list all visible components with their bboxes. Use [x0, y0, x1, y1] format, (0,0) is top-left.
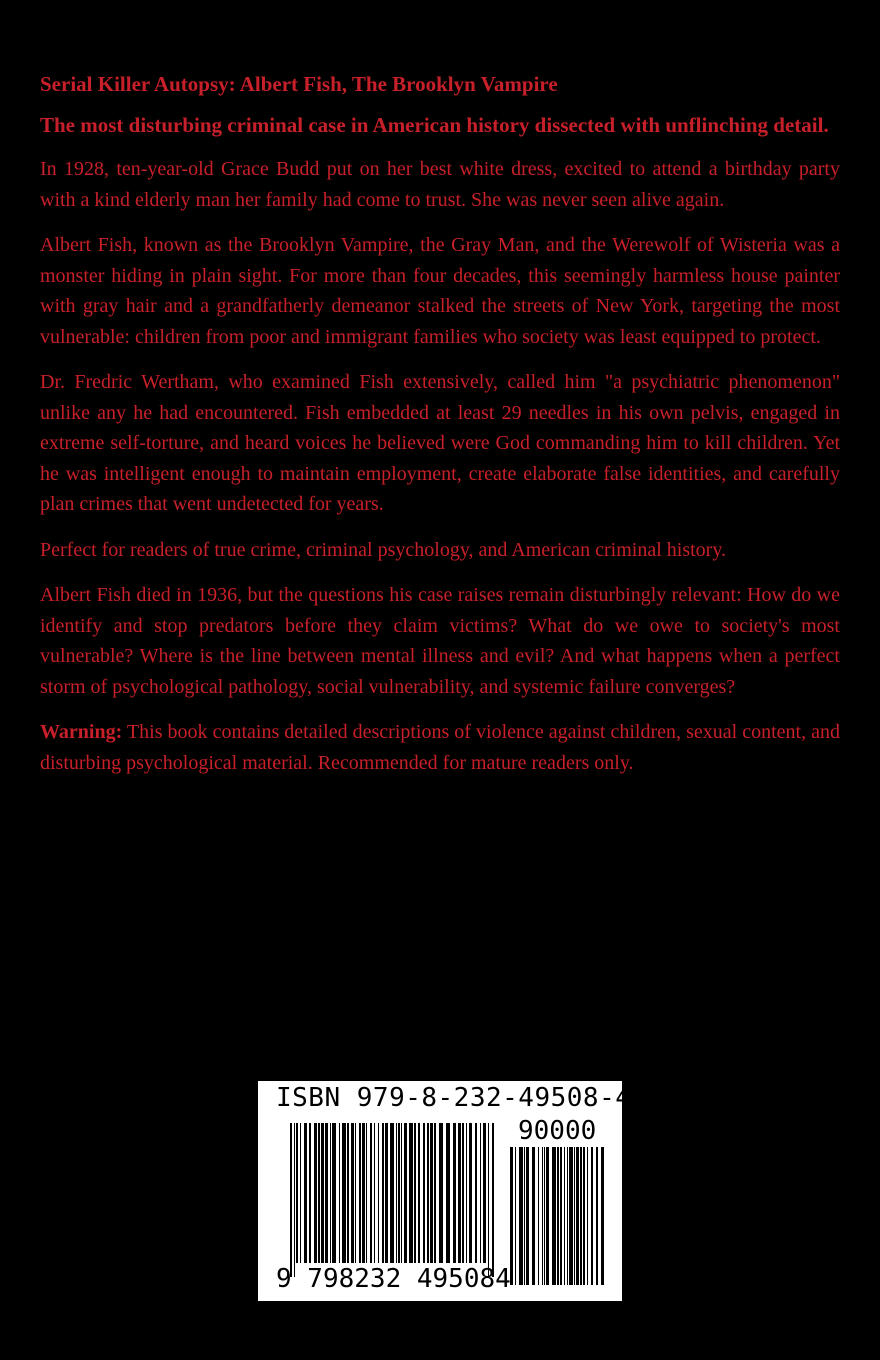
isbn-number: ISBN 979-8-232-49508-4	[276, 1083, 632, 1113]
barcode-bar	[515, 1147, 516, 1285]
barcode-bar	[469, 1123, 472, 1263]
barcode-bar	[418, 1123, 420, 1263]
barcode-bar	[409, 1123, 413, 1263]
barcode-bar	[544, 1147, 545, 1285]
barcode-bar	[574, 1147, 575, 1285]
price-addon: 90000	[518, 1116, 597, 1146]
barcode-bar	[396, 1123, 397, 1263]
barcode-bar	[475, 1123, 477, 1263]
barcode-bar	[532, 1147, 535, 1285]
barcode-bar	[596, 1147, 598, 1285]
barcode-bar	[398, 1123, 400, 1263]
paragraph-questions: Albert Fish died in 1936, but the questions his case raises remain disturbingly relevant: How do we identify and stop predators before they claim victims? What do we owe to society's most vulnerable? Where is the line between mental illness and evil? And what happens when a perfect storm of psychological pathology, social vulnerability, and systemic failure converges?	[40, 584, 840, 698]
barcode-bar	[401, 1123, 402, 1263]
paragraph-albert-fish: Albert Fish, known as the Brooklyn Vampire, the Gray Man, and the Werewolf of Wisteria was a monster hiding in plain sight. For more than four decades, this seemingly harmless house painter with gray hair and a grandfatherly demeanor stalked the streets of New York, targeting the most vulnerable: children from poor and immigrant families who society was least equipped to protect.	[40, 234, 840, 348]
paragraph-readers: Perfect for readers of true crime, criminal psychology, and American criminal history.	[40, 538, 727, 561]
barcode-bar	[321, 1123, 324, 1263]
barcode-bar	[330, 1123, 331, 1263]
barcode-bar	[583, 1147, 585, 1285]
barcode-bar	[304, 1123, 307, 1263]
barcode-bar	[591, 1147, 593, 1285]
book-title: Serial Killer Autopsy: Albert Fish, The Brooklyn Vampire	[40, 72, 558, 96]
barcode-bar	[359, 1123, 361, 1263]
barcode-bar	[564, 1147, 565, 1285]
barcode-bar	[434, 1123, 436, 1263]
barcode-bar	[519, 1147, 523, 1285]
book-tagline: The most disturbing criminal case in American history dissected with unflinching detail.	[40, 113, 829, 137]
barcode-bar	[318, 1123, 320, 1263]
barcode-bar	[580, 1147, 582, 1285]
barcode-bar	[355, 1123, 356, 1263]
barcode-bar	[439, 1123, 443, 1263]
barcode-bar	[552, 1147, 556, 1285]
barcode-bar	[492, 1123, 494, 1277]
barcode-bar	[453, 1123, 456, 1263]
barcode-bar	[374, 1123, 375, 1263]
barcode-bar	[332, 1123, 336, 1263]
barcode-bar	[601, 1147, 604, 1285]
barcode-bar	[458, 1123, 461, 1263]
barcode-bar	[423, 1123, 425, 1263]
barcode-bar	[404, 1123, 407, 1263]
barcode-bar	[430, 1123, 433, 1263]
barcode-bar	[538, 1147, 539, 1285]
barcode-bar	[546, 1147, 549, 1285]
barcode-bar	[446, 1123, 450, 1263]
barcode-bar	[466, 1123, 467, 1263]
barcode-bar	[462, 1123, 464, 1263]
barcode-bar	[366, 1123, 367, 1263]
barcode-bar	[542, 1147, 543, 1285]
barcode-bar	[414, 1123, 416, 1263]
barcode-bar	[567, 1147, 568, 1285]
barcode-bar	[576, 1147, 579, 1285]
barcode-bar	[347, 1123, 349, 1263]
warning-label: Warning:	[40, 721, 123, 743]
barcode-bar	[314, 1123, 317, 1263]
barcode-bar	[290, 1123, 292, 1277]
isbn-barcode	[258, 1081, 632, 1301]
barcode-bar	[427, 1123, 429, 1263]
barcode-bar	[524, 1147, 525, 1285]
barcode-bar	[362, 1123, 365, 1263]
barcode-bar	[390, 1123, 394, 1263]
barcode-bar	[325, 1123, 328, 1263]
barcode-bar	[370, 1123, 372, 1263]
warning-paragraph	[40, 717, 840, 778]
paragraph-grace-budd: In 1928, ten-year-old Grace Budd put on her best white dress, excited to attend a birthday party with a kind elderly man her family had come to trust. She was never seen alive again.	[40, 158, 840, 211]
barcode-bar	[296, 1123, 298, 1263]
barcode-bar	[351, 1123, 354, 1263]
barcode-bar	[294, 1123, 295, 1277]
warning-text: This book contains detailed descriptions of violence against children, sexual content, and disturbing psychological material. Recommended for mature readers only.	[40, 721, 840, 774]
barcode-bar	[378, 1123, 379, 1263]
barcode-bar	[309, 1123, 311, 1263]
barcode-bar	[339, 1123, 340, 1263]
paragraph-wertham: Dr. Fredric Wertham, who examined Fish extensively, called him "a psychiatric phenomenon" unlike any he had encountered. Fish embedded at least 29 needles in his own pelvis, engaged in extreme self-torture, and heard voices he believed were God commanding him to kill children. Yet he was intelligent enough to maintain employment, create elaborate false identities, and carefully plan crimes that went undetected for years.	[40, 371, 840, 515]
barcode-bar	[300, 1123, 301, 1263]
barcode-bar	[488, 1123, 489, 1277]
barcode-bar	[569, 1147, 573, 1285]
barcode-bar	[560, 1147, 562, 1285]
barcode-bar	[526, 1147, 529, 1285]
barcode-bar	[480, 1123, 481, 1263]
back-cover-text	[40, 70, 840, 793]
barcode-bar	[385, 1123, 388, 1263]
barcode-bar	[483, 1123, 486, 1263]
barcode-bar	[342, 1123, 346, 1263]
barcode-bar	[587, 1147, 588, 1285]
barcode-digits: 9 798232 495084	[276, 1264, 511, 1294]
barcode-bar	[382, 1123, 384, 1263]
barcode-bar	[557, 1147, 559, 1285]
